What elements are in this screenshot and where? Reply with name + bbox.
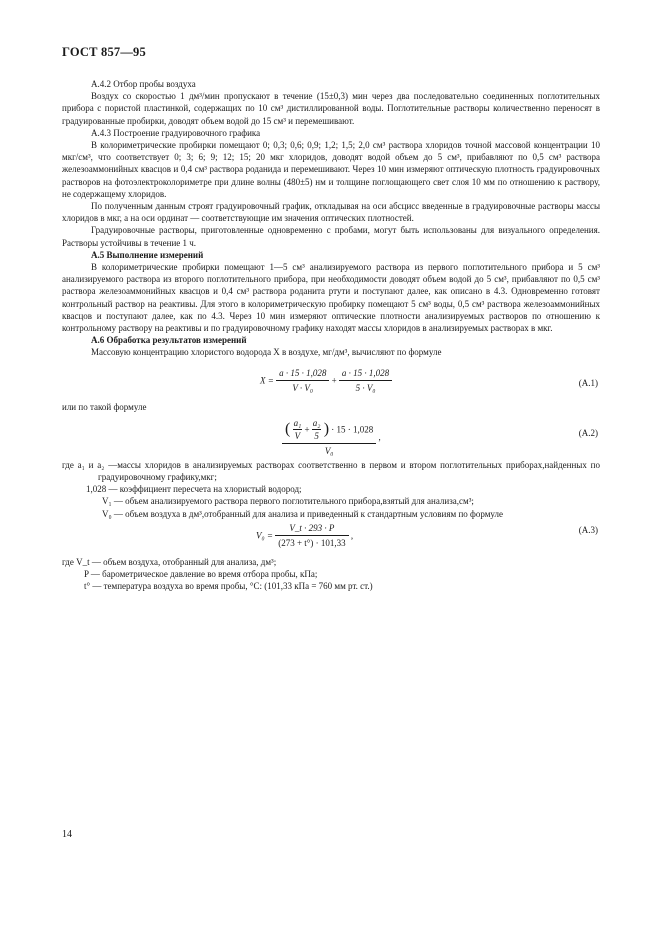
- section-a6-title: А.6 Обработка результатов измерений: [91, 335, 247, 346]
- formula-a3-number: (А.3): [578, 524, 598, 535]
- legend-a1-a2: [62, 459, 600, 520]
- formula-a2-number: (А.2): [578, 427, 598, 438]
- legend-masses: где a₁ и a₂ —массы хлоридов в анализируемых растворах соответственно в первом и втором поглотительных приборах,найденных по градуировочному графику,мкг;: [62, 459, 600, 483]
- formula-a2-inner-num-1: a₁: [293, 417, 303, 430]
- formula-a2-tail: ,: [378, 432, 381, 443]
- legend-v0: V₀ — объем воздуха в дм³,отобранный для анализа и приведенный к стандартным условиям по формуле: [102, 508, 504, 519]
- standard-header: ГОСТ 857—95: [62, 45, 146, 59]
- formula-a3-tail: ,: [350, 530, 354, 541]
- document-body: [62, 78, 600, 593]
- legend-pressure: P — барометрическое давление во время отбора пробы, кПа;: [84, 569, 318, 580]
- formula-a2-inner-fraction-1: [293, 417, 303, 442]
- formula-a1: [62, 363, 600, 401]
- formula-a1-num-2: a · 15 · 1,028: [339, 367, 392, 381]
- formula-a1-num-1: a · 15 · 1,028: [276, 367, 329, 381]
- formula-a2-multiplier: · 15 · 1,028: [331, 424, 374, 435]
- formula-a1-fraction-2: [339, 367, 392, 394]
- formula-a1-den-2: 5 · V₀: [355, 382, 376, 393]
- formula-a2-inner-fraction-2: [312, 417, 322, 442]
- section-a42-title: А.4.2 Отбор пробы воздуха: [91, 79, 196, 89]
- section-a43-paragraph-1: В колориметрические пробирки помещают 0; 0,3; 0,6; 0,9; 1,2; 1,5; 2,0 см³ раствора хлоридов точной массовой концентрации 10 мкг/см³, что соответствует 0; 3; 6; 9; 12; 15; 20 мкг хлоридов, доводят водой объем до 5 см³, прибавляют по 0,5 см³ раствора железоаммонийных квасцов и 0,4 см³ раствора роданида и перемешивают. Через 10 мин измеряют оптическую плотность градуировочных растворов на фотоэлектроколориметре при длине волны (480±5) нм и толщине поглощающего свет слоя 10 мм по отношению к раствору, не содержащему хлоридов.: [62, 140, 600, 199]
- legend-coefficient: 1,028 — коэффициент пересчета на хлористый водород;: [86, 484, 302, 495]
- formula-a1-plus: +: [331, 375, 337, 386]
- section-a5-title: А.5 Выполнение измерений: [91, 249, 204, 260]
- legend-a3: [62, 556, 600, 593]
- formula-a3-numerator: V_t · 293 · P: [275, 522, 348, 536]
- section-a43-paragraph-3: Градуировочные растворы, приготовленные одновременно с пробами, могут быть использованы для визуального определения. Растворы устойчивы в течение 1 ч.: [62, 225, 600, 248]
- alt-formula-text: или по такой формуле: [62, 401, 147, 412]
- formula-a1-fraction-1: [276, 367, 329, 394]
- formula-a2-numerator: ( $\frac{\text{a₁}}{V}$ + $\frac{\text{a₂}}{5}$ ) · 15 · 1,028: [282, 417, 376, 444]
- formula-a2-inner-plus: +: [304, 424, 310, 435]
- formula-a2: [62, 413, 600, 459]
- formula-a3-fraction: [275, 522, 348, 549]
- formula-a3-lhs: V₀ =: [256, 530, 273, 541]
- formula-a2-fraction: [282, 417, 376, 458]
- formula-a3-denominator: (273 + t°) · 101,33: [278, 538, 346, 549]
- section-a5-text: В колориметрические пробирки помещают 1—5 см³ анализируемого раствора из первого поглотительного прибора и 5 см³ анализируемого раствора из второго поглотительного прибора, при необходимости доводят объем водой до 5 см³, прибавляют по 0,5 см³ раствора железоаммонийных квасцов и 0,4 см³ раствора роданита ртути и поступают далее, как описано в 4.3. Одновременно готовят контрольный раствор на реактивы. Для этого в колориметрическую пробирку помещают 5 см³ воды, 0,5 см³ раствора железоаммонийных квасцов и поступают далее, как по 4.3. Через 10 мин измеряют оптические плотности анализируемых растворов по отношению к контрольному раствору на реактивы и по градуировочному графику находят массы хлоридов в анализируемых растворах в мкг.: [62, 262, 600, 334]
- formula-a1-lhs: X =: [260, 375, 274, 386]
- section-a43-paragraph-2: По полученным данным строят градуировочный график, откладывая на оси абсцисс введенные в градуировочные растворы массы хлоридов в мкг, а на оси ординат — соответствующие им значения оптических плотностей.: [62, 201, 600, 224]
- section-a43-title: А.4.3 Построение градуировочного графика: [91, 127, 261, 138]
- formula-a1-number: (А.1): [578, 377, 598, 388]
- legend-vt: где V_t — объем воздуха, отобранный для анализа, дм³;: [62, 556, 277, 567]
- formula-a2-inner-den-1: V: [294, 431, 301, 442]
- section-a6-text: Массовую концентрацию хлористого водорода X в воздухе, мг/дм³, вычисляют по формуле: [91, 347, 442, 358]
- legend-v1: V₁ — объем анализируемого раствора первого поглотительного прибора,взятый для анализа,см³;: [102, 496, 474, 507]
- formula-a2-inner-num-2: a₂: [312, 417, 322, 430]
- formula-a1-den-1: V · V₀: [292, 382, 314, 393]
- formula-a2-inner-den-2: 5: [314, 431, 319, 442]
- legend-temperature: t° — температура воздуха во время пробы, °С: (101,33 кПа = 760 мм рт. ст.): [84, 581, 373, 592]
- formula-a2-denominator: V₀: [324, 446, 334, 457]
- page-number: 14: [62, 829, 72, 840]
- section-a42-text: Воздух со скоростью 1 дм³/мин пропускают в течение (15±0,3) мин через два последовательно соединенных поглотительных прибора с пористой пластинкой, содержащих по 10 см³ дистиллированной воды. Поглотительные растворы количественно переносят в градуированные пробирки, доводят объем водой до 15 см³ и перемешивают.: [62, 91, 600, 126]
- formula-a3: [62, 520, 600, 556]
